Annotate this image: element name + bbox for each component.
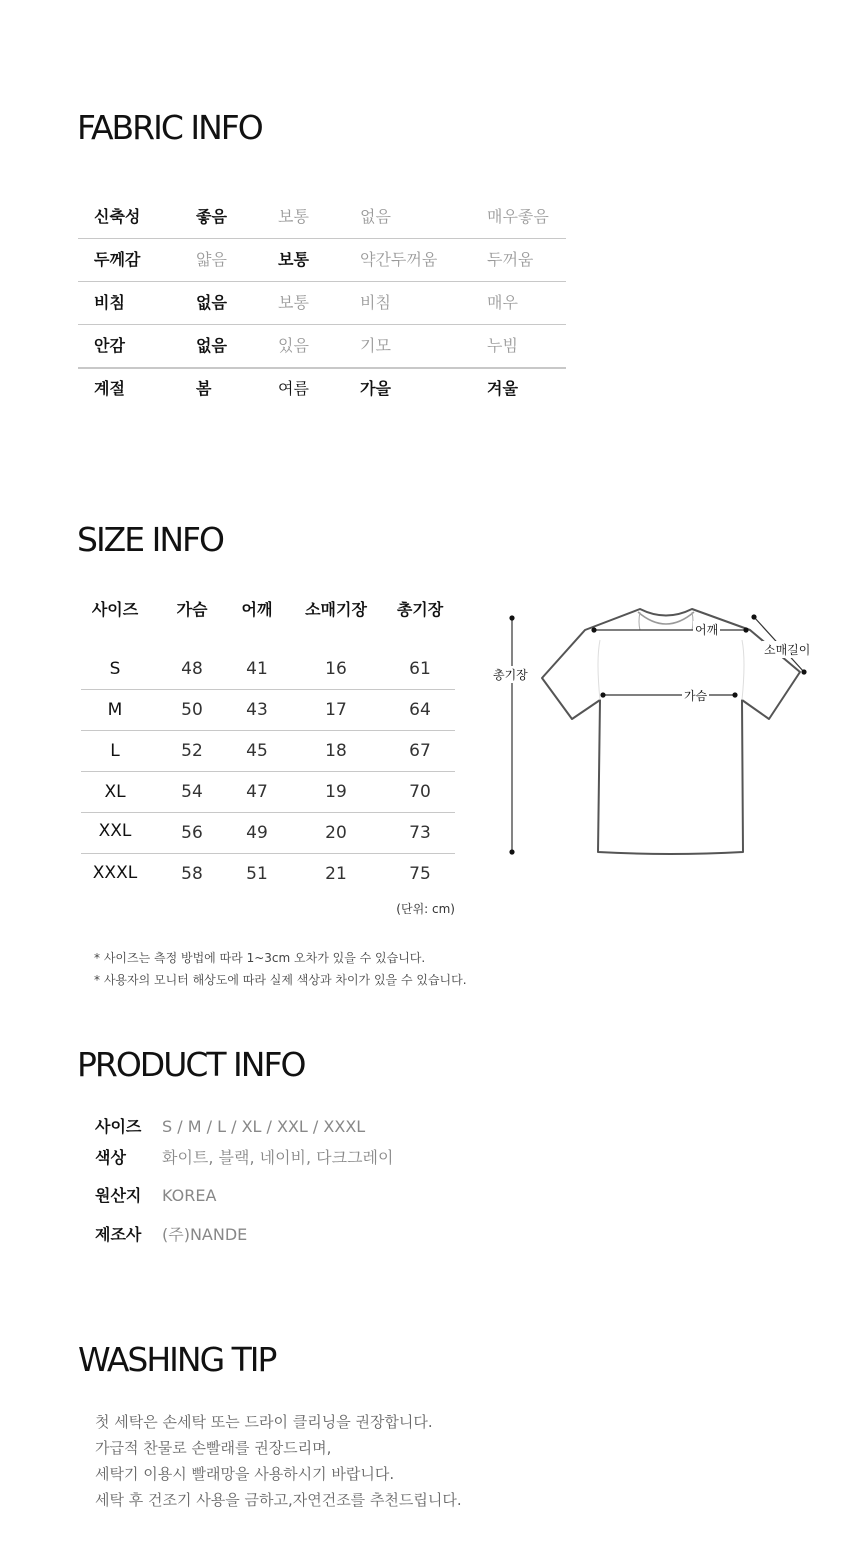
fabric-row-stretch — [78, 195, 566, 239]
fabric-option: 기모 — [360, 336, 391, 355]
size-value: 70 — [409, 782, 431, 802]
fabric-option: 보통 — [278, 250, 309, 269]
fabric-option: 비침 — [360, 293, 391, 312]
fabric-option: 보통 — [278, 293, 309, 312]
fabric-label: 신축성 — [94, 207, 141, 226]
product-label-maker: 제조사 — [95, 1225, 142, 1244]
product-info-title: PRODUCT INFO — [77, 1045, 305, 1084]
fabric-option: 좋음 — [196, 207, 227, 226]
fabric-option: 있음 — [278, 336, 309, 355]
size-value: 67 — [409, 741, 431, 761]
fabric-option: 없음 — [196, 293, 227, 312]
size-header-cell: 총기장 — [396, 600, 444, 619]
size-note: * 사이즈는 측정 방법에 따라 1~3cm 오차가 있을 수 있습니다. — [94, 951, 426, 965]
product-value-color: 화이트, 블랙, 네이비, 다크그레이 — [162, 1148, 394, 1167]
fabric-label: 계절 — [94, 379, 125, 398]
sleeve-label: 소매길이 — [764, 643, 811, 657]
size-value: 21 — [325, 864, 347, 884]
size-value: 19 — [325, 782, 347, 802]
size-row — [81, 772, 455, 813]
size-value: 58 — [181, 864, 203, 884]
fabric-row-lining — [78, 324, 566, 368]
size-row — [81, 813, 455, 854]
fabric-option: 보통 — [278, 207, 309, 226]
size-unit: (단위: cm) — [396, 902, 455, 916]
fabric-row-sheerness — [78, 281, 566, 325]
size-value: 43 — [246, 700, 268, 720]
fabric-option: 약간두꺼움 — [360, 250, 438, 269]
size-name: XXL — [98, 821, 132, 841]
fabric-option: 가을 — [360, 379, 391, 398]
total-length-label: 총기장 — [493, 668, 528, 682]
size-header-cell: 소매기장 — [305, 600, 367, 619]
size-table-header — [81, 598, 455, 622]
washing-line: 세탁 후 건조기 사용을 금하고,자연건조를 추천드립니다. — [95, 1491, 462, 1509]
fabric-option: 겨울 — [487, 379, 518, 398]
fabric-label: 두께감 — [94, 250, 141, 269]
product-label-size: 사이즈 — [95, 1117, 142, 1136]
size-value: 51 — [246, 864, 268, 884]
product-label-color: 색상 — [95, 1148, 126, 1167]
size-value: 16 — [325, 659, 347, 679]
product-value-origin: KOREA — [162, 1186, 217, 1205]
fabric-option: 두꺼움 — [487, 250, 534, 269]
tshirt-size-diagram — [488, 600, 828, 865]
fabric-option: 얇음 — [196, 250, 227, 269]
washing-line: 가급적 찬물로 손빨래를 권장드리며, — [95, 1439, 332, 1457]
fabric-row-season — [78, 367, 566, 410]
size-info-title: SIZE INFO — [77, 520, 224, 559]
washing-tip-title: WASHING TIP — [78, 1340, 276, 1379]
fabric-option: 여름 — [278, 379, 309, 398]
product-value-maker: (주)NANDE — [162, 1225, 248, 1244]
fabric-label: 안감 — [94, 336, 125, 355]
size-row — [81, 854, 455, 894]
tshirt-outline — [488, 600, 828, 865]
washing-line: 첫 세탁은 손세탁 또는 드라이 클리닝을 권장합니다. — [95, 1413, 433, 1431]
product-value-size: S / M / L / XL / XXL / XXXL — [162, 1117, 366, 1136]
fabric-divider — [78, 368, 566, 369]
fabric-row-thickness — [78, 238, 566, 282]
size-value: 54 — [181, 782, 203, 802]
size-value: 41 — [246, 659, 268, 679]
size-header-cell: 어깨 — [241, 600, 273, 619]
size-header-cell: 가슴 — [176, 600, 208, 619]
size-value: 18 — [325, 741, 347, 761]
fabric-label: 비침 — [94, 293, 125, 312]
fabric-option: 매우 — [487, 293, 518, 312]
size-header-cell: 사이즈 — [91, 600, 139, 619]
size-value: 52 — [181, 741, 203, 761]
size-value: 73 — [409, 823, 431, 843]
size-name: XXXL — [92, 863, 138, 883]
size-row — [81, 731, 455, 772]
size-value: 50 — [181, 700, 203, 720]
size-value: 20 — [325, 823, 347, 843]
fabric-option: 매우좋음 — [487, 207, 549, 226]
size-value: 48 — [181, 659, 203, 679]
product-label-origin: 원산지 — [95, 1186, 142, 1205]
size-name: XL — [104, 782, 126, 802]
shoulder-label: 어깨 — [695, 623, 719, 637]
size-value: 75 — [409, 864, 431, 884]
size-note: * 사용자의 모니터 해상도에 따라 실제 색상과 차이가 있을 수 있습니다. — [94, 973, 467, 987]
size-value: 56 — [181, 823, 203, 843]
fabric-option: 없음 — [196, 336, 227, 355]
size-row — [81, 649, 455, 690]
size-name: L — [110, 741, 120, 761]
fabric-option: 없음 — [360, 207, 391, 226]
size-row — [81, 690, 455, 731]
size-value: 61 — [409, 659, 431, 679]
size-value: 17 — [325, 700, 347, 720]
fabric-option: 봄 — [196, 379, 212, 398]
size-value: 49 — [246, 823, 268, 843]
size-name: M — [107, 700, 123, 720]
size-value: 45 — [246, 741, 268, 761]
chest-label: 가슴 — [684, 689, 708, 703]
washing-line: 세탁기 이용시 빨래망을 사용하시기 바랍니다. — [95, 1465, 395, 1483]
fabric-info-title: FABRIC INFO — [77, 108, 262, 147]
size-value: 64 — [409, 700, 431, 720]
size-value: 47 — [246, 782, 268, 802]
size-name: S — [109, 659, 121, 679]
fabric-option: 누빔 — [487, 336, 518, 355]
